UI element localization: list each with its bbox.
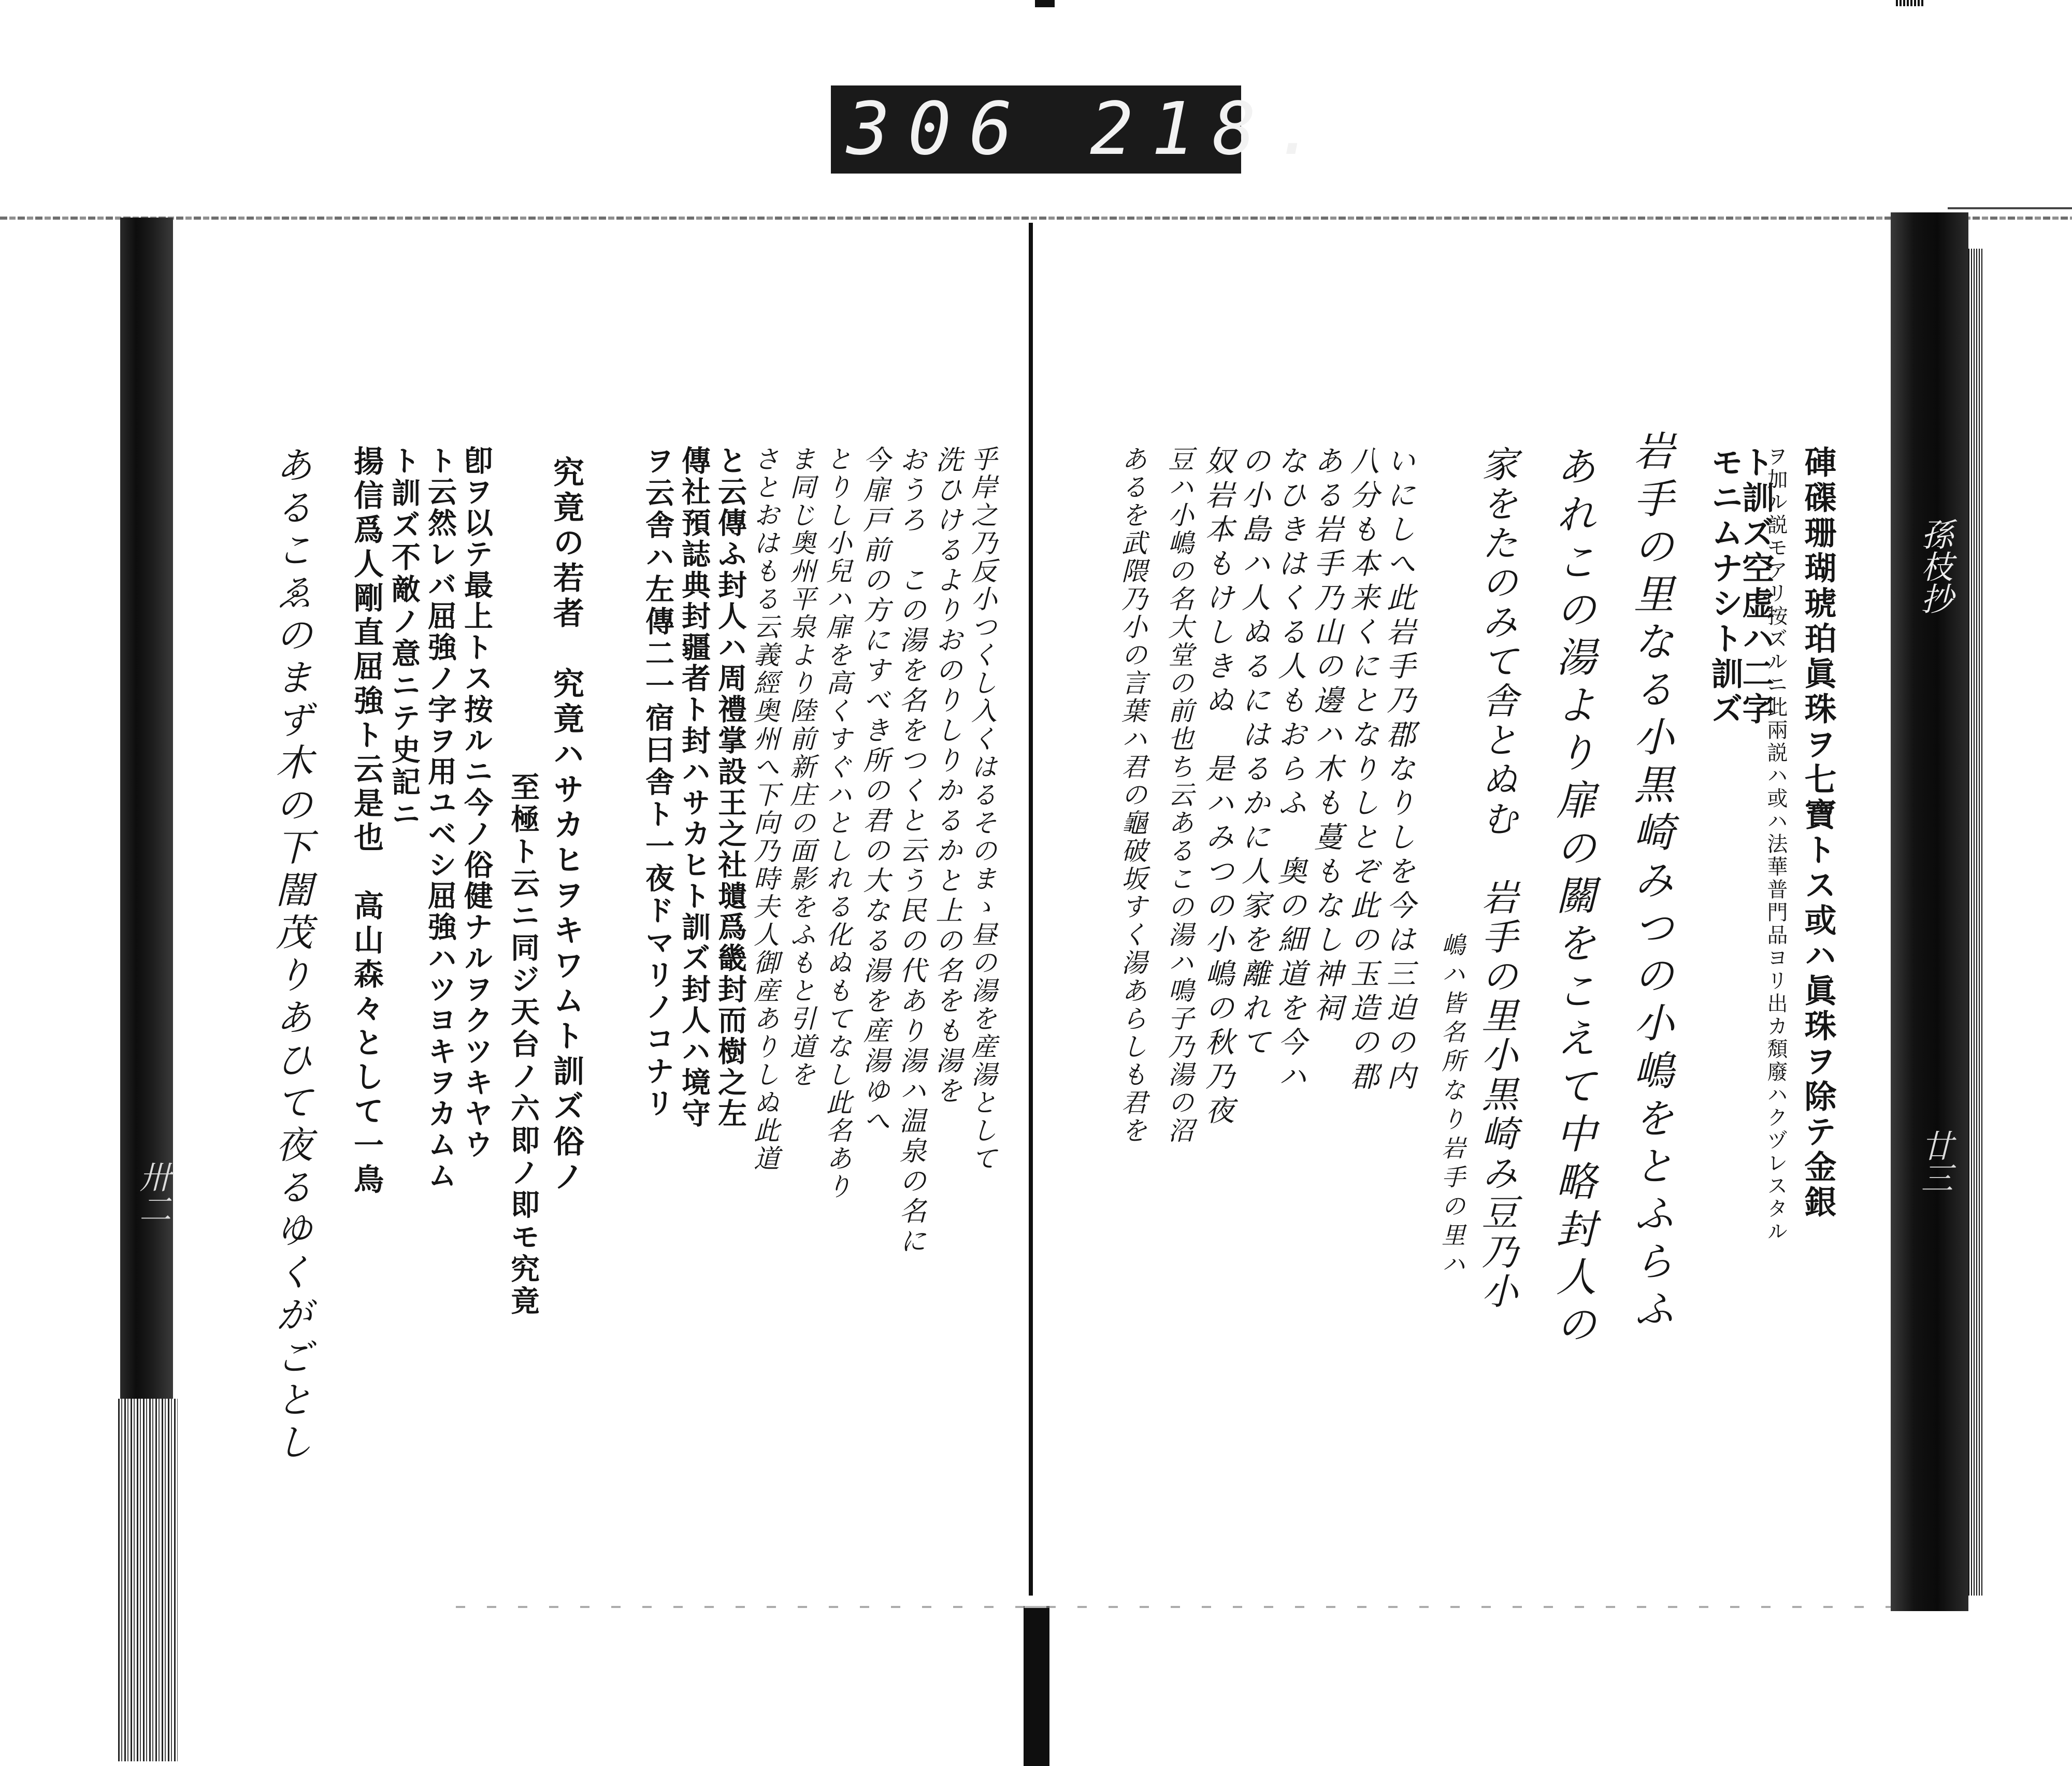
left-page-line-17: あるこゑのまず木の下闇茂りあひて夜るゆくがごとし (269, 446, 313, 1465)
right-page-line-16: あるを武隈乃小の言葉ハ君の龜破坂すく湯あらしも君を (1117, 446, 1147, 1145)
right-page-line-2: ヲ加ル説モアリ按ズルニ此兩説ハ或ハ法華普門品ヨリ出カ頽廢ハクヅレスタル (1764, 446, 1788, 1243)
right-page-line-7: 家をたのみて舎とぬむ 岩手の里小黒崎み豆乃小 (1476, 446, 1518, 1312)
center-gutter (1029, 223, 1033, 1596)
center-gutter-bottom (1024, 1606, 1049, 1766)
top-right-edge-mark (1896, 0, 1924, 6)
page-top-edge-right (1948, 207, 2072, 209)
right-page-line-15: 豆ハ小嶋の名大堂の前也ち云あるこの湯ハ鳴子乃湯の沼 (1164, 446, 1194, 1145)
right-book-edge (1891, 212, 1968, 1611)
right-page-line-3: ト訓ズ空虚ハ二字 (1737, 446, 1775, 727)
left-page-line-12: 至極ト云ニ同ジ天台ノ六即ノ即モ究竟 (506, 772, 540, 1318)
left-page-line-1: 乎岸之乃反小つくし入くはるそのまゝ昼の湯を産湯として (967, 446, 997, 1173)
left-page-line-4: 今扉戸前の方にすべき所の君の大なる湯を産湯ゆへ (858, 446, 889, 1137)
left-page-line-6: ま同じ奥州平泉より陸前新庄の面影をふもと引道を (786, 446, 816, 1089)
right-page-line-9: いにしへ此岩手乃郡なりしを今は三迫の内 (1382, 446, 1416, 1095)
left-page-line-9: 傳社預誌典封疆者ト封ハサカヒト訓ズ封人ハ境守 (677, 446, 711, 1129)
left-page-line-2: 洗ひけるよりおのりしりかるかと上の名をも湯を (931, 446, 962, 1107)
left-page-line-11: 究竟の若者 究竟ハサカヒヲキワムト訓ズ俗ノ (548, 456, 584, 1196)
left-page-number: 卅二 (134, 1160, 171, 1225)
right-page-line-6: あれこの湯より扉の關をこえて中略封人の (1549, 446, 1596, 1351)
catalog-number-plate (831, 85, 1335, 174)
right-page-line-5: 岩手の里なる小黒崎みつの小嶋をとふらふ (1627, 430, 1674, 1336)
right-page-line-14: 奴岩本もけしきぬ 是ハみつの小嶋の秋乃夜 (1201, 446, 1234, 1129)
left-page-line-13: 卽ヲ以テ最上トス按ルニ今ノ俗健ナルヲクツキヤウ (459, 446, 494, 1160)
right-page-line-10: 八分も本来くにとなりしとぞ此の玉造の郡 (1346, 446, 1379, 1095)
left-page-line-5: とりし小兒ハ扉を高くすぐハとしれる化ぬもてなし此名あり (822, 446, 852, 1201)
right-margin-title: 孫枝抄 (1916, 518, 1953, 614)
right-page-line-13: の小島ハ人ぬるにはるかに人家を離れて (1237, 446, 1271, 1061)
page-bottom-edge (456, 1606, 1958, 1608)
left-page-line-16: 揚信爲人剛直屈強ト云是也 高山森々として一鳥 (349, 446, 384, 1198)
left-page-line-8: と云傳ふ封人ハ周禮掌設王之社壝爲畿封而樹之左 (713, 446, 747, 1129)
left-page-line-14: ト云然レバ屈強ノ字ヲ用ユベシ屈強ハツヨキヲカムム (423, 446, 457, 1191)
left-page-line-15: ト訓ズ不敵ノ意ニテ史記ニ (387, 446, 421, 831)
left-book-edge-fray (118, 1399, 178, 1761)
top-edge-mark (1035, 0, 1055, 7)
plate-left-number: 306 (846, 87, 1030, 171)
right-page-line-4: モニムナシト訓ズ (1706, 446, 1744, 727)
left-page-line-3: おうろ この湯を名をつくと云う民の代あり湯ハ温泉の名に (895, 446, 926, 1257)
page-top-edge (0, 217, 2072, 220)
right-page-line-8: 嶋ハ皆名所なり岩手の里ハ (1438, 932, 1466, 1281)
right-page-number: 廿三 (1916, 1129, 1953, 1194)
right-page-line-12: なひきはくる人もおらふ 奥の細道を今ハ (1273, 446, 1307, 1095)
right-page-line-11: ある岩手乃山の邊ハ木も蔓もなし神祠 (1310, 446, 1343, 1027)
right-page-line-1: 硨磲珊瑚琥珀眞珠ヲ七寶トス或ハ眞珠ヲ除テ金銀 (1799, 446, 1837, 1221)
left-book-edge (120, 218, 173, 1590)
right-book-edge-stripes (1968, 249, 1983, 1596)
left-page-line-7: さとおはもる云義經奥州へ下向乃時夫人御産ありしぬ此道 (750, 446, 780, 1173)
plate-right-number: 218. (1090, 87, 1335, 171)
left-page-line-10: ヲ云舎ハ左傳二一宿曰舎ト一夜ドマリノコナリ (641, 446, 675, 1120)
